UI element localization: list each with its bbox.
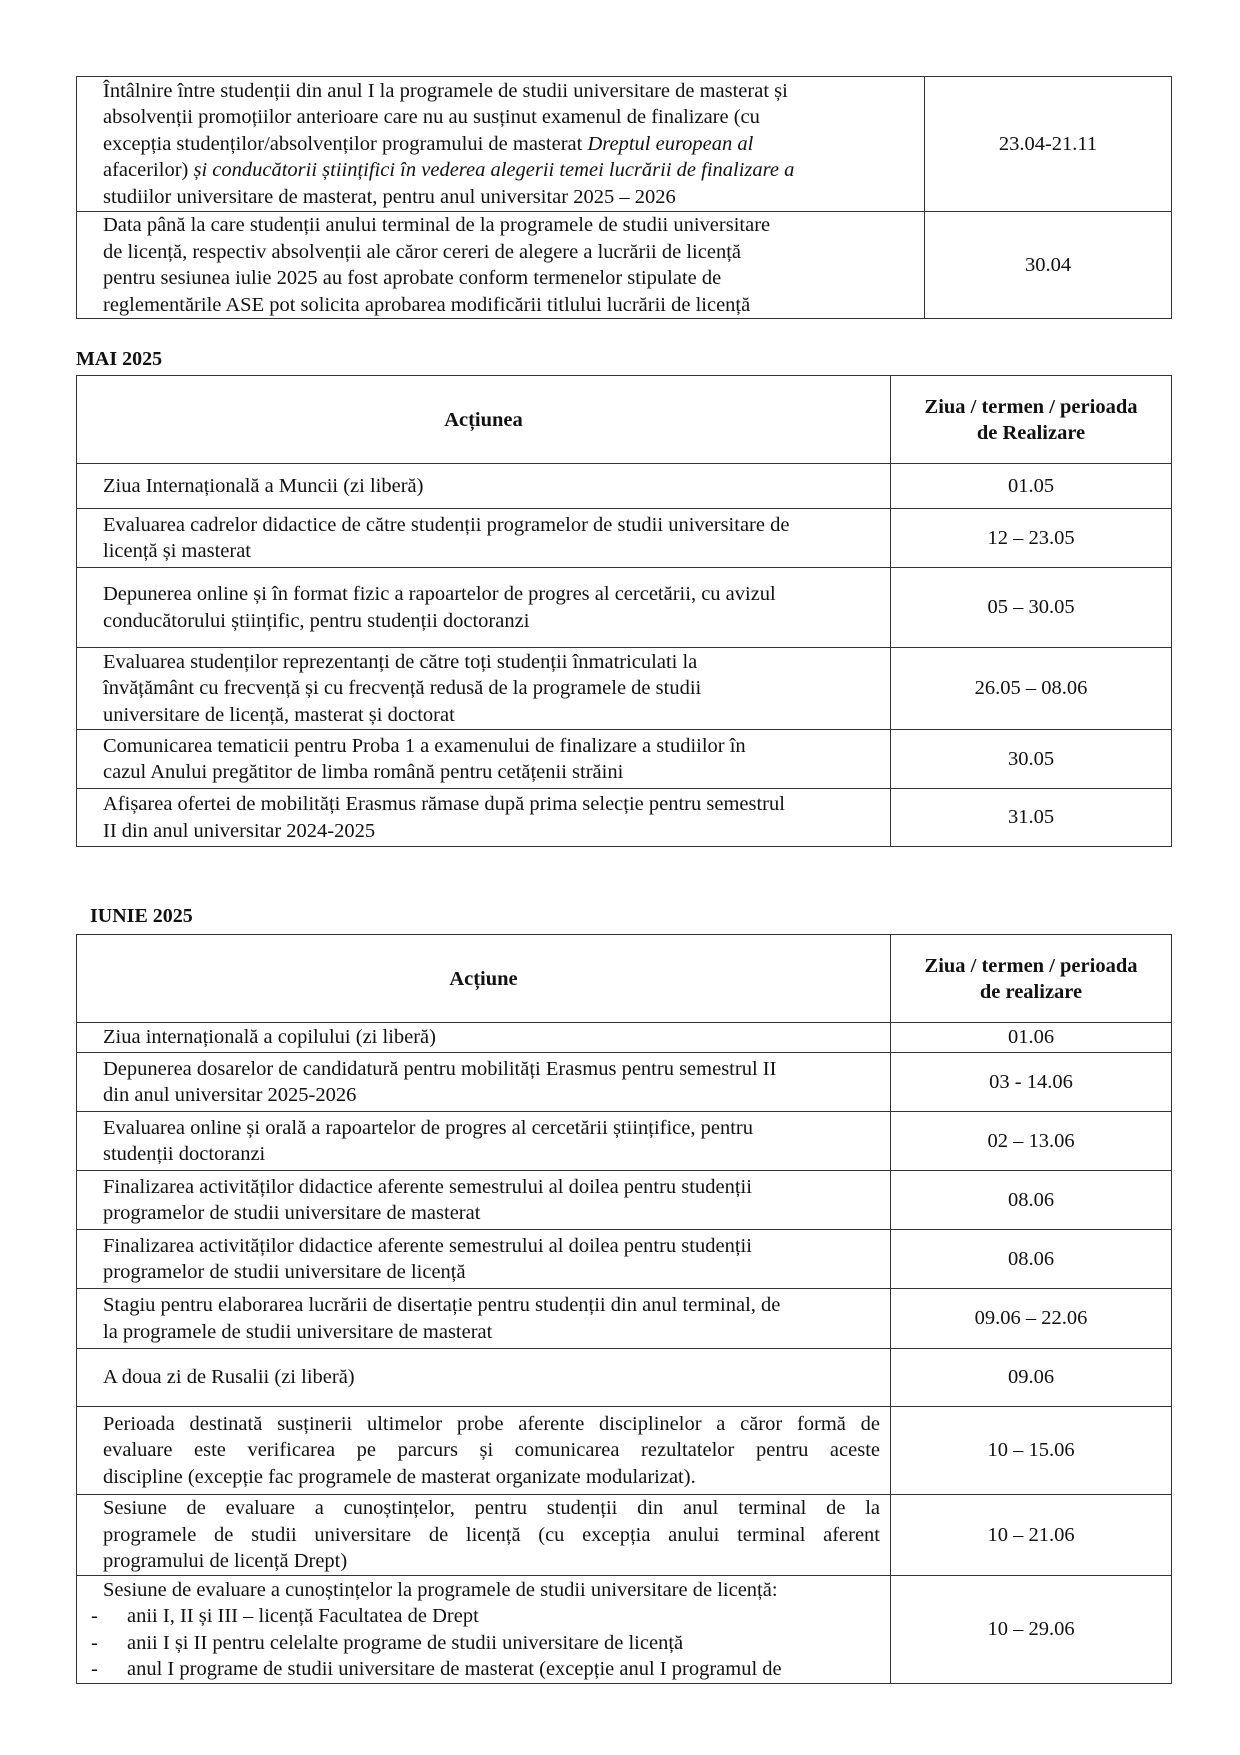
action-cell xyxy=(77,77,925,212)
action-cell xyxy=(77,648,891,730)
header-date-line: Ziua / termen / perioada xyxy=(924,954,1138,977)
action-text-line: Ziua internațională a copilului (zi liberă) xyxy=(103,1026,436,1049)
table-header-row xyxy=(77,935,1172,1023)
action-text-line: reglementările ASE pot solicita aprobarea modificării titlului lucrării de licență xyxy=(103,293,751,316)
section-title-mai: MAI 2025 xyxy=(76,348,163,370)
table-row xyxy=(77,1023,1172,1053)
action-cell xyxy=(77,1230,891,1289)
action-text-line: programelor de studii universitare de masterat xyxy=(103,1202,481,1224)
calendar-table xyxy=(76,76,1172,319)
table-row xyxy=(77,568,1172,648)
action-cell xyxy=(77,730,891,789)
list-bullet: - xyxy=(91,1631,98,1654)
date-cell: 26.05 – 08.06 xyxy=(891,648,1172,730)
action-text-line: pentru sesiunea iulie 2025 au fost aprobate conform termenelor stipulate de xyxy=(103,267,722,289)
action-cell xyxy=(77,1171,891,1230)
date-cell: 23.04-21.11 xyxy=(925,77,1172,212)
action-text-line: - anii I, II și III – licență Facultatea de Drept xyxy=(91,1603,880,1630)
action-cell xyxy=(77,1053,891,1112)
date-cell: 08.06 xyxy=(891,1230,1172,1289)
date-cell: 10 – 21.06 xyxy=(891,1495,1172,1576)
action-text-line: Depunerea dosarelor de candidatură pentru mobilități Erasmus pentru semestrul II xyxy=(103,1057,777,1080)
header-action: Acțiune xyxy=(77,935,891,1023)
table-row xyxy=(77,1289,1172,1349)
calendar-table xyxy=(76,934,1172,1684)
table-header-row xyxy=(77,376,1172,464)
action-cell xyxy=(77,1407,891,1495)
action-cell xyxy=(77,568,891,648)
action-text-line: Evaluarea online și orală a rapoartelor de progres al cercetării științifice, pentru xyxy=(103,1116,753,1139)
action-text-line: conducătorului științific, pentru studenții doctoranzi xyxy=(103,609,530,632)
date-cell: 10 – 29.06 xyxy=(891,1576,1172,1684)
header-date-line: de Realizare xyxy=(976,421,1086,444)
date-cell: 08.06 xyxy=(891,1171,1172,1230)
action-text-line: Finalizarea activităților didactice aferente semestrului al doilea pentru studenții xyxy=(103,1234,752,1257)
header-date-line: de realizare xyxy=(979,980,1083,1003)
list-bullet: - xyxy=(91,1605,98,1627)
action-text-line: Finalizarea activităților didactice aferente semestrului al doilea pentru studenții xyxy=(103,1175,752,1198)
table-row xyxy=(77,1407,1172,1495)
action-text-line: Data până la care studenții anului terminal de la programele de studii universitare xyxy=(103,214,771,236)
date-cell: 03 - 14.06 xyxy=(891,1053,1172,1112)
action-text-line: Stagiu pentru elaborarea lucrării de disertație pentru studenții din anul terminal, de xyxy=(103,1294,781,1316)
action-text-line: Depunerea online și în format fizic a rapoartelor de progres al cercetării, cu avizul xyxy=(103,583,776,605)
table-row xyxy=(77,730,1172,789)
table-row xyxy=(77,509,1172,568)
action-text-line: discipline (excepție fac programele de masterat organizate modularizat). xyxy=(103,1465,696,1488)
action-text-line: programelor de studii universitare de licență xyxy=(103,1261,466,1283)
table-row xyxy=(77,1230,1172,1289)
action-text-line: de licență, respectiv absolvenții ale căror cereri de alegere a lucrării de licență xyxy=(103,240,741,263)
action-text-line: universitare de licență, masterat și doctorat xyxy=(103,703,455,726)
date-cell: 30.04 xyxy=(925,212,1172,319)
action-text-line: Evaluarea studenților reprezentanți de către toți studenții înmatriculati la xyxy=(103,650,698,673)
action-text-line: evaluare este verificarea pe parcurs și comunicarea rezultatelor pentru aceste xyxy=(103,1439,880,1462)
action-cell xyxy=(77,1576,891,1684)
table-row xyxy=(77,77,1172,212)
action-cell xyxy=(77,464,891,509)
date-cell: 02 – 13.06 xyxy=(891,1112,1172,1171)
date-cell: 09.06 xyxy=(891,1349,1172,1407)
action-cell xyxy=(77,1289,891,1349)
list-bullet: - xyxy=(91,1658,98,1680)
action-text-line: Sesiune de evaluare a cunoștințelor la programele de studii universitare de licență: xyxy=(103,1578,778,1601)
action-text-line: programele de studii universitare de licență (cu excepția anului terminal aferent xyxy=(103,1523,880,1546)
action-cell xyxy=(77,1023,891,1053)
section-title-iunie: IUNIE 2025 xyxy=(90,905,193,927)
header-date xyxy=(891,935,1172,1023)
action-text-line: studenții doctoranzi xyxy=(103,1143,266,1165)
header-date xyxy=(891,376,1172,464)
table-row xyxy=(77,789,1172,847)
action-cell xyxy=(77,212,925,319)
table-row xyxy=(77,212,1172,319)
date-cell: 10 – 15.06 xyxy=(891,1407,1172,1495)
action-text-line: - anul I programe de studii universitare de masterat (excepție anul I programul de xyxy=(91,1656,880,1683)
table-row xyxy=(77,1171,1172,1230)
table-row xyxy=(77,1053,1172,1112)
table-row xyxy=(77,1576,1172,1684)
action-text-line: Comunicarea tematicii pentru Proba 1 a examenului de finalizare a studiilor în xyxy=(103,734,746,757)
action-text-line: studiilor universitare de masterat, pentru anul universitar 2025 – 2026 xyxy=(103,185,676,208)
action-text-line: A doua zi de Rusalii (zi liberă) xyxy=(103,1366,355,1389)
action-text-line: licență și masterat xyxy=(103,540,251,562)
date-cell: 31.05 xyxy=(891,789,1172,847)
action-text-line: din anul universitar 2025-2026 xyxy=(103,1084,357,1106)
date-cell: 12 – 23.05 xyxy=(891,509,1172,568)
action-text-line: Perioada destinată susținerii ultimelor probe aferente disciplinelor a căror formă de xyxy=(103,1412,880,1435)
action-cell xyxy=(77,1349,891,1407)
table-row xyxy=(77,1495,1172,1576)
table-row xyxy=(77,648,1172,730)
date-cell: 30.05 xyxy=(891,730,1172,789)
action-text-line: absolvenții promoțiilor anterioare care nu au susținut examenul de finalizare (cu xyxy=(103,106,760,129)
action-text-line: Întâlnire între studenții din anul I la programele de studii universitare de masterat și xyxy=(103,79,788,102)
action-text-line: Ziua Internațională a Muncii (zi liberă) xyxy=(103,474,424,497)
action-text-line: Afișarea ofertei de mobilități Erasmus rămase după prima selecție pentru semestrul xyxy=(103,793,785,815)
table-row xyxy=(77,1112,1172,1171)
date-cell: 05 – 30.05 xyxy=(891,568,1172,648)
action-text-line: la programele de studii universitare de masterat xyxy=(103,1320,493,1343)
action-text-line: Evaluarea cadrelor didactice de către studenții programelor de studii universitare de xyxy=(103,513,790,536)
action-text-line: Sesiune de evaluare a cunoștințelor, pentru studenții din anul terminal de la xyxy=(103,1497,880,1520)
action-text-line: afacerilor) și conducătorii științifici în vederea alegerii temei lucrării de finalizare a xyxy=(103,159,795,182)
date-cell: 09.06 – 22.06 xyxy=(891,1289,1172,1349)
action-text-line: cazul Anului pregătitor de limba română pentru cetățenii străini xyxy=(103,761,624,783)
date-cell: 01.05 xyxy=(891,464,1172,509)
calendar-table xyxy=(76,375,1172,847)
action-text-line: excepția studenților/absolvenților programului de masterat Dreptul european al xyxy=(103,132,754,155)
date-cell: 01.06 xyxy=(891,1023,1172,1053)
action-cell xyxy=(77,1495,891,1576)
action-cell xyxy=(77,1112,891,1171)
table-row xyxy=(77,1349,1172,1407)
table-row xyxy=(77,464,1172,509)
action-text-line: învățământ cu frecvență și cu frecvență redusă de la programele de studii xyxy=(103,677,702,700)
header-action: Acțiunea xyxy=(77,376,891,464)
action-text-line: programului de licență Drept) xyxy=(103,1550,348,1573)
header-date-line: Ziua / termen / perioada xyxy=(924,395,1138,418)
action-text-line: - anii I și II pentru celelalte programe de studii universitare de licență xyxy=(91,1630,880,1657)
action-cell xyxy=(77,789,891,847)
action-cell xyxy=(77,509,891,568)
action-text-line: II din anul universitar 2024-2025 xyxy=(103,819,376,842)
